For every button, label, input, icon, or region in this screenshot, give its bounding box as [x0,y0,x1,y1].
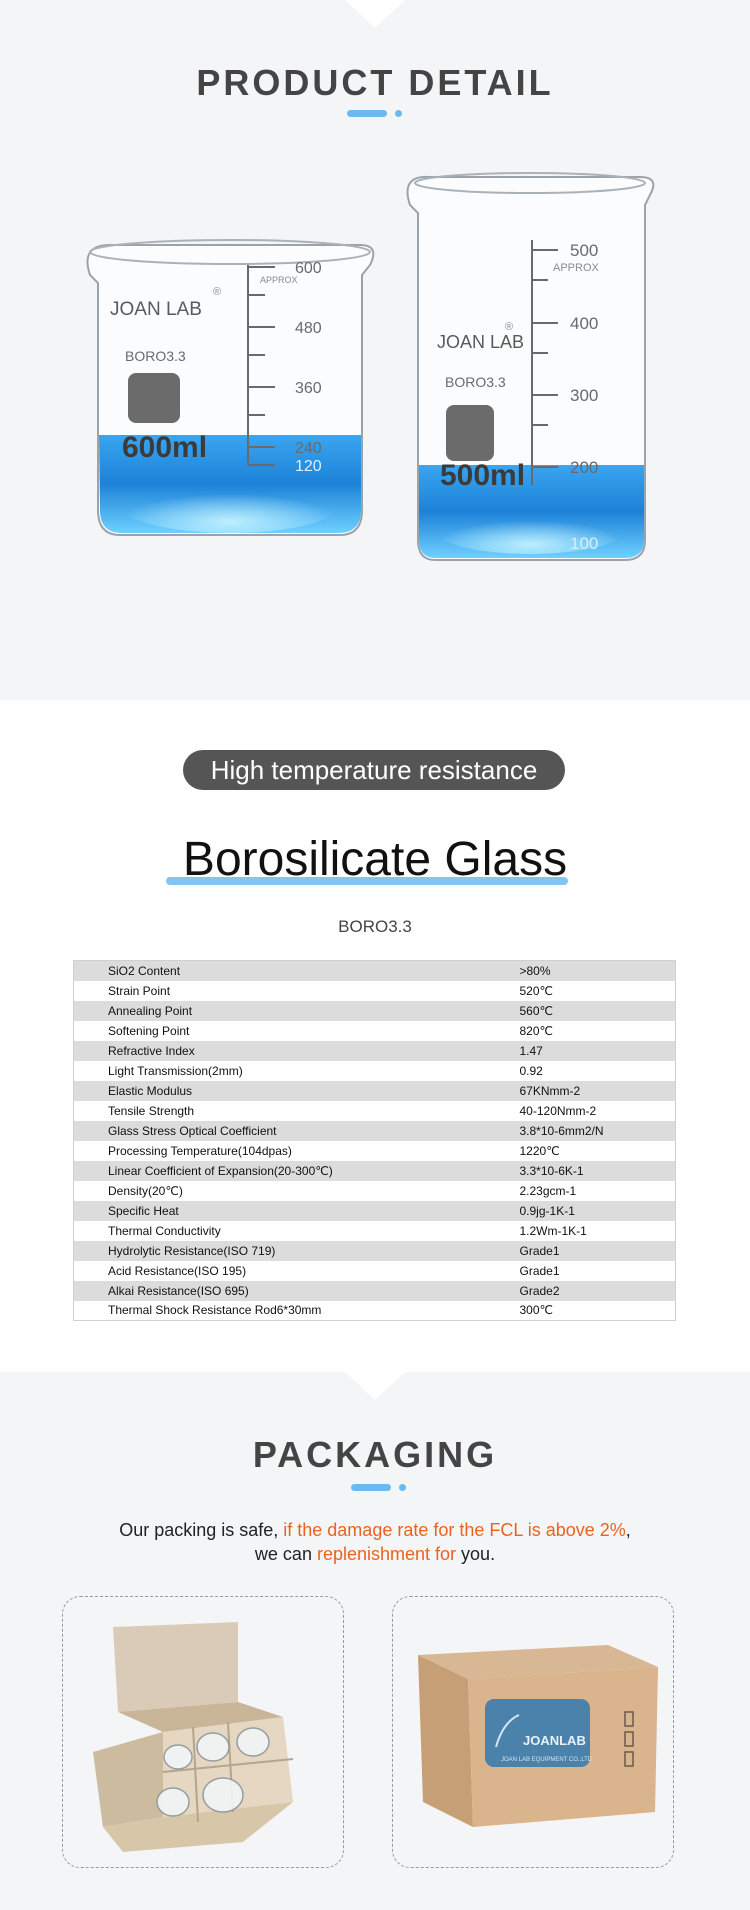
spec-row [74,1121,676,1141]
right-marking-patch [446,405,494,461]
spec-row [74,1241,676,1261]
spec-property: Refractive Index [74,1041,520,1061]
svg-text:100: 100 [570,534,599,553]
svg-text:500: 500 [570,241,599,260]
svg-text:120: 120 [295,458,322,475]
spec-property: Linear Coefficient of Expansion(20-300℃) [74,1161,520,1181]
spec-row [74,1081,676,1101]
beaker-600ml [88,240,374,535]
packaging-title: PACKAGING [252,1434,498,1475]
spec-row [74,1221,676,1241]
spec-property: Tensile Strength [74,1101,520,1121]
spec-row [74,1141,676,1161]
spec-row [74,961,676,981]
spec-row [74,981,676,1001]
svg-text:®: ® [213,286,222,298]
packaging-notch [345,1372,405,1400]
high-temperature-badge: High temperature resistance [183,750,565,790]
spec-value: 1.47 [520,1041,676,1061]
spec-row [74,1261,676,1281]
spec-value: >80% [520,961,676,981]
left-material-label: BORO3.3 [125,348,186,364]
spec-value: 300℃ [520,1301,676,1321]
spec-row [74,1161,676,1181]
spec-property: Light Transmission(2mm) [74,1061,520,1081]
spec-value: 40-120Nmm-2 [520,1101,676,1121]
svg-text:240: 240 [295,440,322,457]
beakers-image [80,165,680,645]
svg-text:600: 600 [295,260,322,277]
top-notch [345,0,405,28]
spec-value: 560℃ [520,1001,676,1021]
packaging-decoration [351,1482,411,1492]
box-brand-text: JOANLAB [523,1733,586,1748]
spec-value: 3.3*10-6K-1 [520,1161,676,1181]
spec-value: Grade2 [520,1281,676,1301]
closed-box-image [392,1596,674,1868]
packaging-text-line2: we can replenishment for you. [254,1544,496,1564]
svg-text:360: 360 [295,380,322,397]
svg-text:200: 200 [570,458,599,477]
spec-row [74,1281,676,1301]
spec-property: Specific Heat [74,1201,520,1221]
spec-property: Thermal Conductivity [74,1221,520,1241]
title-decoration [347,108,407,118]
spec-row [74,1101,676,1121]
borosilicate-section [0,700,750,1372]
spec-property: Acid Resistance(ISO 195) [74,1261,520,1281]
spec-row [74,1021,676,1041]
spec-value: 2.23gcm-1 [520,1181,676,1201]
spec-value: Grade1 [520,1241,676,1261]
spec-property: Processing Temperature(104dpas) [74,1141,520,1161]
spec-property: Elastic Modulus [74,1081,520,1101]
spec-row [74,1041,676,1061]
spec-value: 820℃ [520,1021,676,1041]
left-brand-label: JOAN LAB [110,299,202,320]
spec-property: Density(20℃) [74,1181,520,1201]
borosilicate-title: Borosilicate Glass [182,833,568,886]
beaker-500ml [408,173,654,560]
boro-subtitle: BORO3.3 [338,917,412,936]
product-detail-section [0,0,750,700]
left-marking-patch [128,373,180,423]
open-box-image [62,1596,344,1868]
spec-value: Grade1 [520,1261,676,1281]
svg-text:®: ® [505,321,514,333]
svg-text:400: 400 [570,314,599,333]
spec-value: 0.92 [520,1061,676,1081]
spec-value: 0.9jg-1K-1 [520,1201,676,1221]
spec-value: 3.8*10-6mm2/N [520,1121,676,1141]
spec-property: Hydrolytic Resistance(ISO 719) [74,1241,520,1261]
spec-property: Strain Point [74,981,520,1001]
spec-property: Glass Stress Optical Coefficient [74,1121,520,1141]
spec-row [74,1201,676,1221]
packaging-text-line1: Our packing is safe, if the damage rate for the FCL is above 2%, [119,1520,631,1540]
packaging-section [0,1372,750,1910]
svg-text:JOAN LAB EQUIPMENT CO.,LTD: JOAN LAB EQUIPMENT CO.,LTD [501,1757,593,1763]
spec-value: 67KNmm-2 [520,1081,676,1101]
spec-value: 520℃ [520,981,676,1001]
svg-text:480: 480 [295,320,322,337]
right-brand-label: JOAN LAB [437,332,525,352]
svg-text:APPROX: APPROX [260,275,298,285]
spec-row [74,1001,676,1021]
spec-value: 1220℃ [520,1141,676,1161]
svg-text:APPROX: APPROX [553,262,599,274]
spec-property: Alkai Resistance(ISO 695) [74,1281,520,1301]
spec-property: Annealing Point [74,1001,520,1021]
spec-value: 1.2Wm-1K-1 [520,1221,676,1241]
spec-property: Softening Point [74,1021,520,1041]
right-volume-label: 500ml [440,459,526,492]
left-volume-label: 600ml [122,431,208,464]
product-detail-title: PRODUCT DETAIL [196,62,554,103]
spec-property: SiO2 Content [74,961,520,981]
spec-row [74,1181,676,1201]
spec-row [74,1061,676,1081]
right-material-label: BORO3.3 [445,374,506,390]
spec-row [74,1301,676,1321]
spec-property: Thermal Shock Resistance Rod6*30mm [74,1301,520,1321]
spec-table [73,960,676,1321]
svg-text:300: 300 [570,386,599,405]
